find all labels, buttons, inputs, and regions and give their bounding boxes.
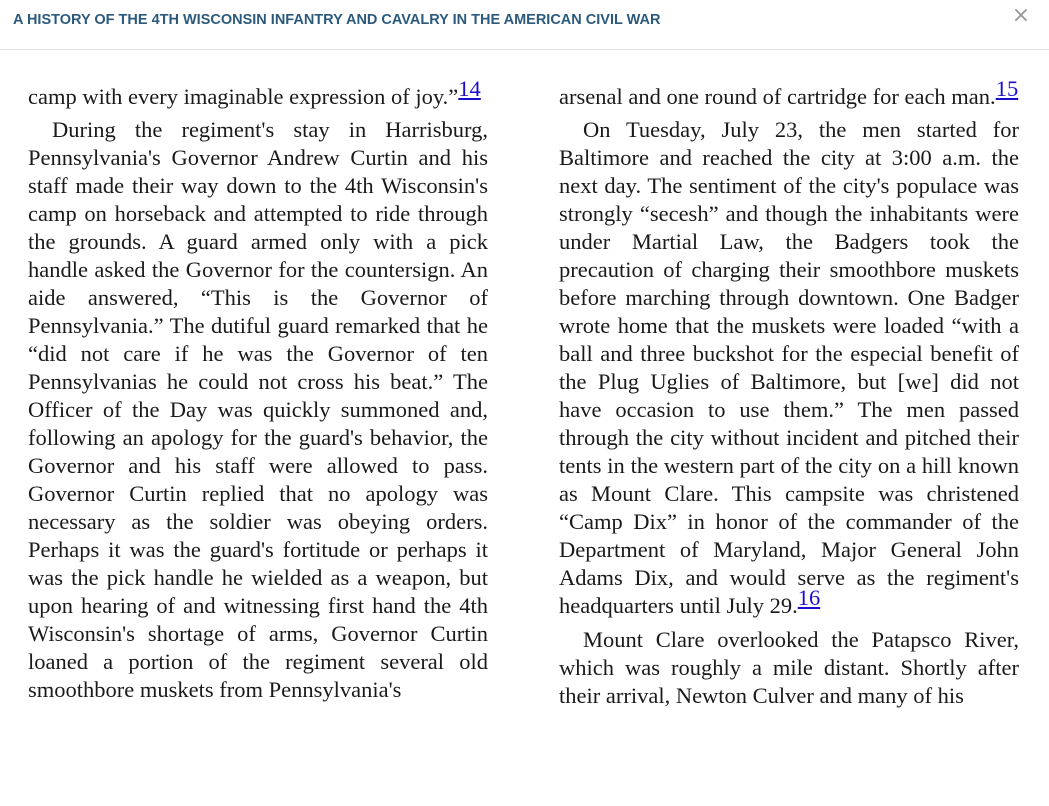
paragraph [559,78,1019,116]
paragraph-text: arsenal and one round of cartridge for each man. [559,84,996,109]
paragraph [559,116,1019,620]
footnote-link-14[interactable]: 14 [458,76,481,101]
paragraph-text: On Tuesday, July 23, the men started for Baltimore and reached the city at 3:00 a.m. the next day. The sentiment of the city's populace was strongly “secesh” and though the inhabitants were under Martial Law, the Badgers took the precaution of charging their smoothbore muskets before marching through downtown. One Badger wrote home that the muskets were loaded “with a ball and three buckshot for the especial benefit of the Plug Uglies of Baltimore, but [we] did not have occasion to use them.” The men passed through the city without incident and pitched their tents in the western part of the city on a hill known as Mount Clare. This campsite was christened “Camp Dix” in honor of the commander of the Department of Maryland, Major General John Adams Dix, and would serve as the regiment's headquarters until July 29. [559,117,1019,618]
close-icon[interactable]: × [1011,3,1031,28]
right-text-column [559,78,1019,710]
left-text-column [28,78,488,704]
paragraph [28,116,488,704]
reader-header [0,0,1049,50]
book-title: A HISTORY OF THE 4TH WISCONSIN INFANTRY AND CAVALRY IN THE AMERICAN CIVIL WAR [13,12,661,28]
paragraph [28,78,488,116]
paragraph [559,626,1019,710]
paragraph-text: camp with every imaginable expression of joy.” [28,84,459,109]
footnote-link-15[interactable]: 15 [995,76,1019,101]
footnote-link-16[interactable]: 16 [797,585,821,610]
paragraph-text: Mount Clare overlooked the Patapsco River, which was roughly a mile distant. Shortly after their arrival, Newton Culver and many of his [559,627,1019,708]
paragraph-text: During the regiment's stay in Harrisburg, Pennsylvania's Governor Andrew Curtin and his staff made their way down to the 4th Wisconsin's camp on horseback and attempted to ride through the grounds. A guard armed only with a pick handle asked the Governor for the countersign. An aide answered, “This is the Governor of Pennsylvania.” The dutiful guard remarked that he “did not care if he was the Governor of ten Pennsylvanias he could not cross his beat.” The Officer of the Day was quickly summoned and, following an apology for the guard's behavior, the Governor and his staff were allowed to pass. Governor Curtin replied that no apology was necessary as the soldier was obeying orders. Perhaps it was the guard's fortitude or perhaps it was the pick handle he wielded as a weapon, but upon hearing of and witnessing first hand the 4th Wisconsin's shortage of arms, Governor Curtin loaned a portion of the regiment several old smoothbore muskets from Pennsylvania's [28,117,488,702]
